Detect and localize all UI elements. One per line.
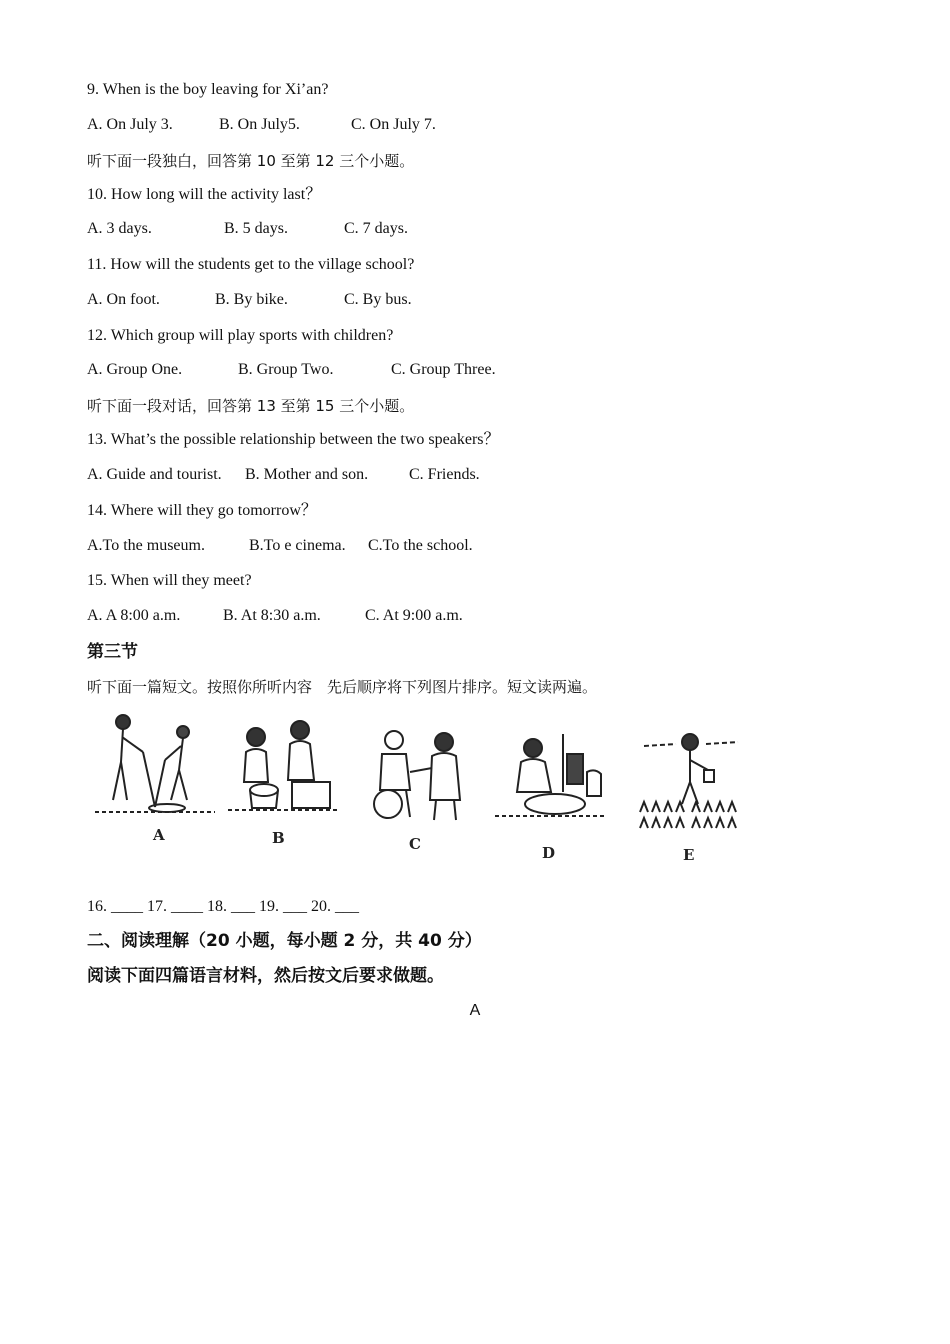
picture-c-helping-elderly-illustration [366, 712, 468, 824]
picture-b-label: B [272, 829, 285, 847]
option-11a: A. On foot. [87, 291, 160, 308]
option-15b: B. At 8:30 a.m. [223, 607, 321, 624]
option-9a: A. On July 3. [87, 116, 173, 133]
question-13: 13. What’s the possible relationship between the two speakers？ [87, 431, 500, 448]
option-12c: C. Group Three. [391, 361, 496, 378]
question-9: 9. When is the boy leaving for Xi’an? [87, 81, 329, 98]
section-3-title: 第三节 [87, 642, 138, 662]
picture-d-washing-illustration [495, 712, 610, 824]
instruction-13-15: 听下面一段对话，回答第 13 至第 15 三个小题。 [87, 397, 415, 415]
option-11b: B. By bike. [215, 291, 288, 308]
option-10a: A. 3 days. [87, 220, 152, 237]
question-11: 11. How will the students get to the village school? [87, 256, 415, 273]
question-14: 14. Where will they go tomorrow？ [87, 502, 317, 519]
option-13c: C. Friends. [409, 466, 480, 483]
option-13a: A. Guide and tourist. [87, 466, 222, 483]
option-14c: C.To the school. [368, 537, 473, 554]
instruction-10-12: 听下面一段独白，回答第 10 至第 12 三个小题。 [87, 152, 415, 170]
part-2-title: 二、阅读理解（20 小题，每小题 2 分，共 40 分） [87, 931, 482, 951]
picture-a-label: A [153, 826, 165, 844]
option-11c: C. By bus. [344, 291, 412, 308]
picture-d-label: D [542, 844, 556, 862]
passage-a-label: A [469, 1002, 481, 1019]
option-14a: A.To the museum. [87, 537, 205, 554]
section-3-instruction: 听下面一篇短文。按照你所听内容 先后顺序将下列图片排序。短文读两遍。 [87, 678, 598, 696]
question-10: 10. How long will the activity last？ [87, 186, 322, 203]
option-10c: C. 7 days. [344, 220, 408, 237]
answer-blanks-16-20: 16. ____ 17. ____ 18. ___ 19. ___ 20. ___ [87, 898, 359, 915]
picture-e-label: E [683, 846, 695, 864]
option-10b: B. 5 days. [224, 220, 288, 237]
question-15: 15. When will they meet? [87, 572, 252, 589]
option-15c: C. At 9:00 a.m. [365, 607, 463, 624]
option-9c: C. On July 7. [351, 116, 436, 133]
picture-c-label: C [409, 835, 421, 853]
picture-a-sweeping-illustration [95, 712, 220, 817]
option-12a: A. Group One. [87, 361, 183, 378]
part-2-instruction: 阅读下面四篇语言材料，然后按文后要求做题。 [87, 966, 444, 986]
option-14b: B.To e cinema. [249, 537, 346, 554]
option-15a: A. A 8:00 a.m. [87, 607, 181, 624]
option-9b: B. On July5. [219, 116, 300, 133]
question-12: 12. Which group will play sports with children? [87, 327, 394, 344]
picture-b-cooking-illustration [228, 712, 340, 817]
option-13b: B. Mother and son. [245, 466, 369, 483]
option-12b: B. Group Two. [238, 361, 334, 378]
picture-e-planting-illustration [636, 712, 741, 834]
